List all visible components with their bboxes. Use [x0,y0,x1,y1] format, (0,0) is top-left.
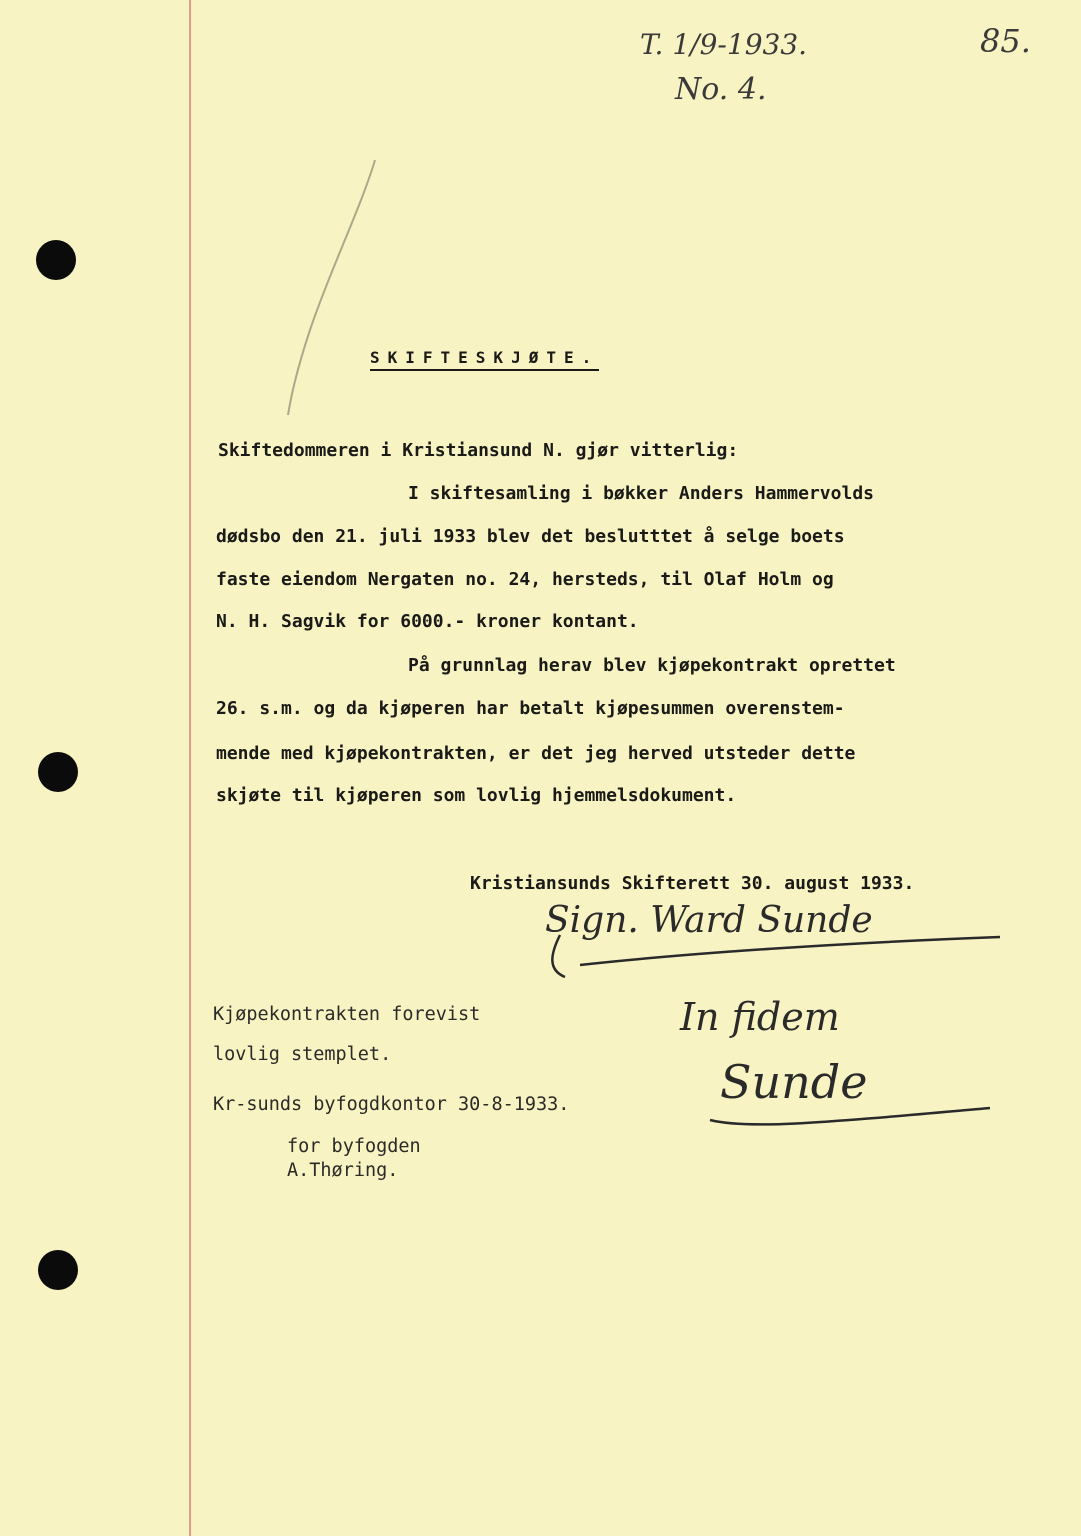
for-byfogden: for byfogden [287,1136,421,1157]
document-title: SKIFTESKJØTE. [370,348,599,371]
punch-hole-bottom [38,1250,78,1290]
body-line-1: Skiftedommeren i Kristiansund N. gjør vitterlig: [218,440,739,461]
body-line-4: faste eiendom Nergaten no. 24, hersteds, til Olaf Holm og [216,569,834,590]
body-line-9: skjøte til kjøperen som lovlig hjemmelsdokument. [216,785,737,806]
pencil-stroke-mark [270,150,390,430]
signed-note: Sign. Ward Sunde [545,900,873,941]
body-line-3: dødsbo den 21. juli 1933 blev det beslutttet å selge boets [216,526,845,547]
registration-line-2: lovlig stemplet. [213,1044,392,1065]
date-note: T. 1/9-1933. [640,28,808,61]
body-line-7: 26. s.m. og da kjøperen har betalt kjøpesummen overenstem- [216,698,845,719]
sunde-signature: Sunde [720,1055,868,1109]
punch-hole-middle [38,752,78,792]
registration-line-1: Kjøpekontrakten forevist [213,1004,481,1025]
registration-line-3: Kr-sunds byfogdkontor 30-8-1933. [213,1094,570,1115]
signature-flourish [540,905,1010,985]
body-line-2: I skiftesamling i bøkker Anders Hammervolds [408,483,874,504]
body-line-8: mende med kjøpekontrakten, er det jeg herved utsteder dette [216,743,856,764]
red-margin-rule [189,0,191,1536]
sunde-flourish [690,1060,1010,1140]
number-note: No. 4. [675,72,767,107]
place-date: Kristiansunds Skifterett 30. august 1933. [470,873,915,894]
punch-hole-top [36,240,76,280]
page-number: 85. [980,22,1031,60]
body-line-5: N. H. Sagvik for 6000.- kroner kontant. [216,611,639,632]
body-line-6: På grunnlag herav blev kjøpekontrakt oprettet [408,655,896,676]
in-fidem-signature: In fidem [680,995,840,1039]
official-name: A.Thøring. [287,1160,399,1181]
